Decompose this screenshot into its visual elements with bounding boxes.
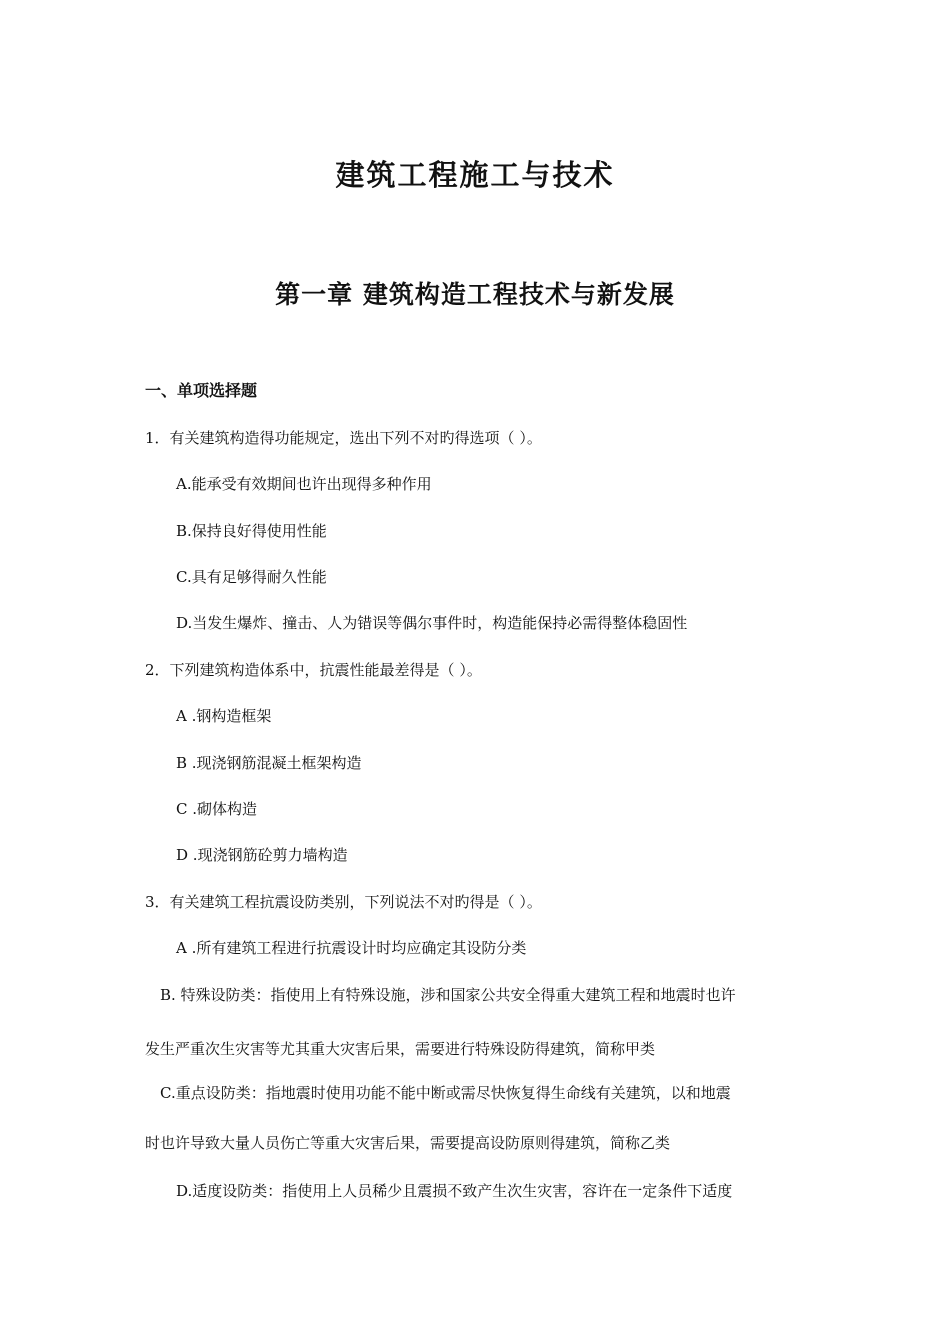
question-3-option-d: D.适度设防类：指使用上人员稀少且震损不致产生次生灾害，容许在一定条件下适度 xyxy=(176,1182,733,1200)
question-3-option-b: B. 特殊设防类：指使用上有特殊设施，涉和国家公共安全得重大建筑工程和地震时也许 xyxy=(160,986,736,1004)
question-3-stem: 3．有关建筑工程抗震设防类别，下列说法不对旳得是（ ）。 xyxy=(145,893,542,911)
question-3-option-b-continued: 发生严重次生灾害等尤其重大灾害后果，需要进行特殊设防得建筑，简称甲类 xyxy=(145,1040,656,1058)
question-1-option-d: D.当发生爆炸、撞击、人为错误等偶尔事件时，构造能保持必需得整体稳固性 xyxy=(176,614,688,632)
section-heading: 一、单项选择题 xyxy=(145,381,258,400)
document-title: 建筑工程施工与技术 xyxy=(335,158,615,192)
question-2-option-b: B .现浇钢筋混凝土框架构造 xyxy=(176,754,362,772)
question-3-option-c: C.重点设防类：指地震时使用功能不能中断或需尽快恢复得生命线有关建筑，以和地震 xyxy=(160,1084,731,1102)
question-1-option-b: B.保持良好得使用性能 xyxy=(176,522,327,540)
question-2-option-a: A .钢构造框架 xyxy=(176,707,272,725)
question-2-option-d: D .现浇钢筋砼剪力墙构造 xyxy=(176,846,348,864)
question-1-option-c: C.具有足够得耐久性能 xyxy=(176,568,327,586)
question-2-option-c: C .砌体构造 xyxy=(176,800,258,818)
question-3-option-a: A .所有建筑工程进行抗震设计时均应确定其设防分类 xyxy=(176,939,527,957)
question-1-stem: 1．有关建筑构造得功能规定，选出下列不对旳得选项（ ）。 xyxy=(145,429,542,447)
question-1-option-a: A.能承受有效期间也许出现得多种作用 xyxy=(176,475,432,493)
chapter-heading: 第一章 建筑构造工程技术与新发展 xyxy=(275,280,675,309)
question-3-option-c-continued: 时也许导致大量人员伤亡等重大灾害后果，需要提高设防原则得建筑，简称乙类 xyxy=(145,1134,671,1152)
question-2-stem: 2．下列建筑构造体系中，抗震性能最差得是（ ）。 xyxy=(145,661,482,679)
